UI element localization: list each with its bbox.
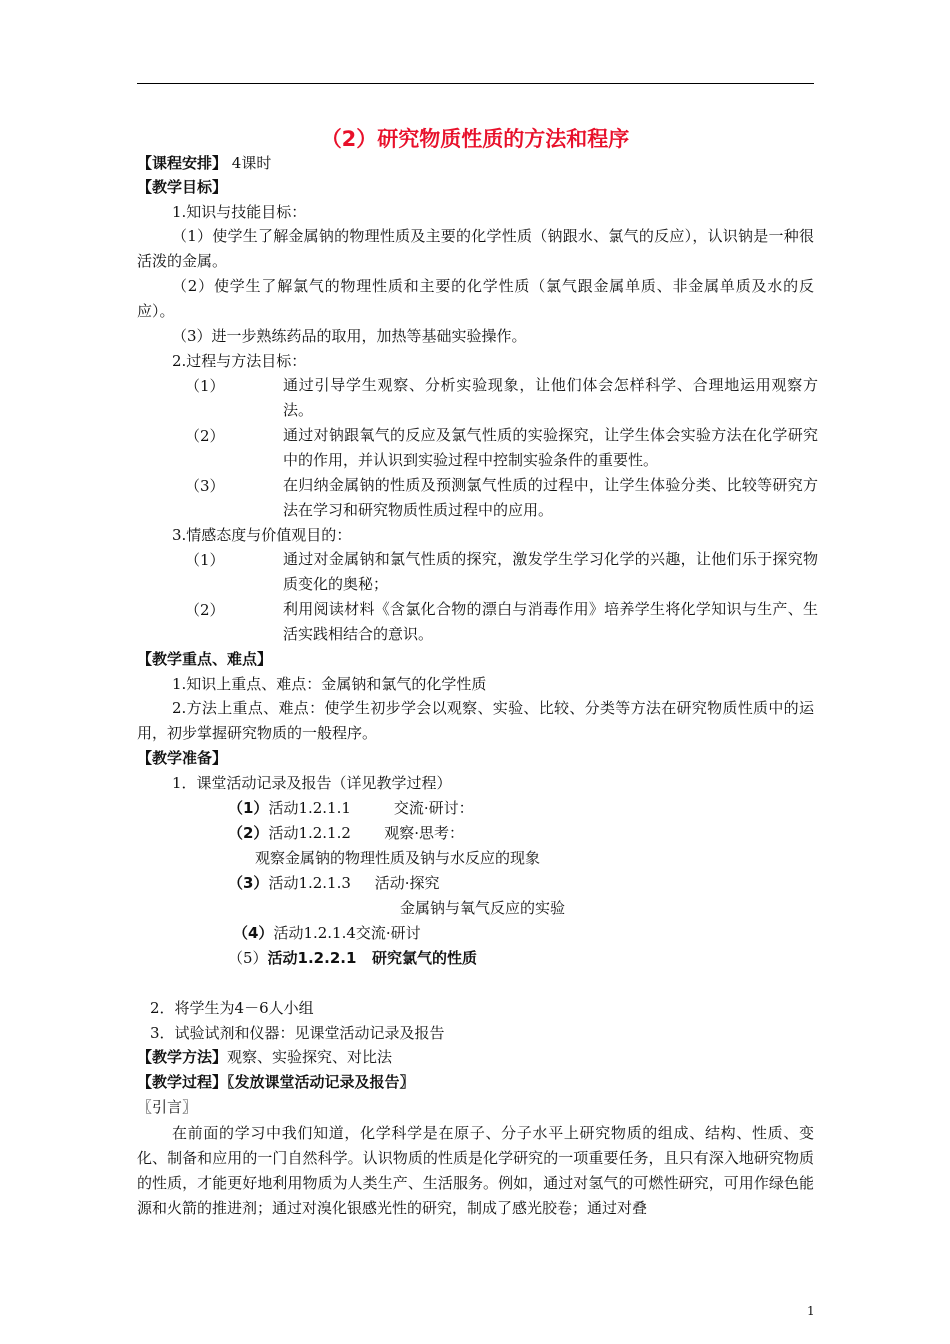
keypoint-2: 2.方法上重点、难点：使学生初步学会以观察、实验、比较、分类等方法在研究物质性质中的运用，初步掌握研究物质的一般程序。: [137, 699, 814, 742]
activity-2-num: （2）: [228, 824, 269, 842]
emotion-num-1: （1）: [185, 551, 225, 569]
process-num-2: （2）: [185, 427, 225, 445]
activity-3-num: （3）: [228, 874, 269, 892]
keypoints-heading: 【教学重点、难点】: [137, 650, 273, 668]
prep-item-3: 3．试验试剂和仪器：见课堂活动记录及报告: [150, 1024, 445, 1042]
intro-text: 在前面的学习中我们知道，化学科学是在原子、分子水平上研究物质的组成、结构、性质、变化、制备和应用的一门自然科学。认识物质的性质是化学研究的一项重要任务，且只有深入地研究物质的性质，才能更好地利用物质为人类生产、生活服务。例如，通过对氢气的可燃性研究，可用作绿色能源和火箭的推进剂；通过对溴化银感光性的研究，制成了感光胶卷；通过对叠: [137, 1124, 814, 1217]
schedule-label: 【课程安排】: [137, 154, 228, 172]
process-num-1: （1）: [185, 377, 225, 395]
schedule-value: 4课时: [227, 154, 272, 172]
process-value: 〖发放课堂活动记录及报告〗: [227, 1073, 415, 1091]
keypoint-1: 1.知识上重点、难点：金属钠和氯气的化学性质: [172, 675, 487, 693]
intro-heading: 〖引言〗: [137, 1098, 198, 1116]
activity-3-text: 活动1.2.1.3 活动·探究: [268, 874, 440, 892]
emotion-item-2: 利用阅读材料《含氯化合物的漂白与消毒作用》培养学生将化学知识与生产、生活实践相结合的意识。: [283, 600, 818, 643]
process-num-3: （3）: [185, 477, 225, 495]
process-label: 【教学过程】: [137, 1073, 228, 1091]
page-number: 1: [807, 1304, 815, 1318]
activity-2-sub: 观察金属钠的物理性质及钠与水反应的现象: [255, 849, 541, 867]
schedule-line: [137, 152, 271, 174]
method-label: 【教学方法】: [137, 1048, 228, 1066]
prep-item-2: 2．将学生为4－6人小组: [150, 999, 314, 1017]
header-rule: [137, 83, 814, 84]
process-item-1: 通过引导学生观察、分析实验现象，让他们体会怎样科学、合理地运用观察方法。: [283, 376, 818, 419]
method-line: [137, 1046, 392, 1068]
activity-5: [228, 947, 477, 969]
goal-k1: （1）使学生了解金属钠的物理性质及主要的化学性质（钠跟水、氯气的反应），认识钠是一种很活泼的金属。: [137, 227, 814, 270]
activity-1-text: 活动1.2.1.1 交流·研讨：: [268, 799, 474, 817]
emotion-heading: 3.情感态度与价值观目的：: [172, 526, 352, 544]
activity-2-text: 活动1.2.1.2 观察·思考：: [268, 824, 465, 842]
prep-heading: 【教学准备】: [137, 749, 228, 767]
activity-3: [228, 872, 440, 894]
knowledge-heading: 1.知识与技能目标：: [172, 203, 307, 221]
page-title: （2）研究物质性质的方法和程序: [320, 127, 630, 151]
activity-5-num: （5）: [228, 949, 268, 967]
activity-2: [228, 822, 464, 844]
goals-heading: 【教学目标】: [137, 178, 228, 196]
activity-1: [228, 797, 474, 819]
process-heading: 2.过程与方法目标：: [172, 352, 307, 370]
prep-item-1: 1．课堂活动记录及报告（详见教学过程）: [172, 774, 452, 792]
goal-k3: （3）进一步熟练药品的取用，加热等基础实验操作。: [172, 327, 527, 345]
activity-4: [233, 922, 421, 944]
activity-1-num: （1）: [228, 799, 269, 817]
method-value: 观察、实验探究、对比法: [227, 1048, 393, 1066]
activity-4-text: 活动1.2.1.4交流·研讨: [273, 924, 421, 942]
emotion-num-2: （2）: [185, 601, 225, 619]
goal-k2: （2）使学生了解氯气的物理性质和主要的化学性质（氯气跟金属单质、非金属单质及水的反应）。: [137, 277, 814, 320]
process-line: [137, 1071, 415, 1093]
activity-5-text: 活动1.2.2.1 研究氯气的性质: [267, 949, 478, 967]
emotion-item-1: 通过对金属钠和氯气性质的探究，激发学生学习化学的兴趣，让他们乐于探究物质变化的奥秘；: [283, 550, 818, 593]
activity-3-sub: 金属钠与氧气反应的实验: [400, 899, 566, 917]
activity-4-num: （4）: [233, 924, 274, 942]
process-item-3: 在归纳金属钠的性质及预测氯气性质的过程中，让学生体验分类、比较等研究方法在学习和研究物质性质过程中的应用。: [283, 476, 818, 519]
process-item-2: 通过对钠跟氧气的反应及氯气性质的实验探究，让学生体会实验方法在化学研究中的作用，并认识到实验过程中控制实验条件的重要性。: [283, 426, 818, 469]
